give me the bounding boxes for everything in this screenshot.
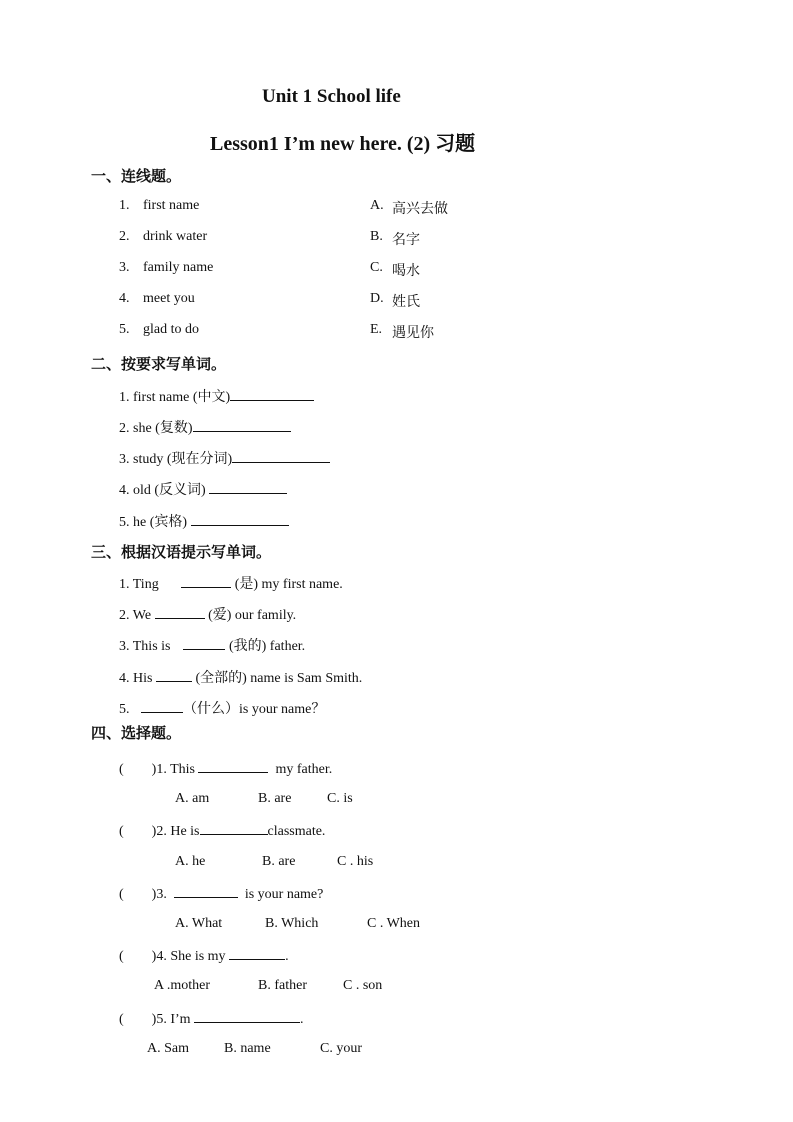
choice-question-5 <box>119 1010 304 1028</box>
option-b[interactable]: B. are <box>262 854 296 869</box>
item-text: 2. We <box>119 608 155 623</box>
option-a[interactable]: A. he <box>175 854 206 869</box>
question-text: 5. I’m <box>156 1012 195 1027</box>
match-left-2 <box>119 229 208 245</box>
match-right-a <box>370 198 448 217</box>
section-4-heading: 四、选择题。 <box>91 724 182 742</box>
item-number: 5. <box>119 322 130 337</box>
choice-question-4 <box>119 947 289 965</box>
question-text: . <box>285 949 289 964</box>
match-right-b <box>370 229 420 248</box>
answer-blank[interactable] <box>198 760 268 773</box>
hint-item-3 <box>119 635 305 655</box>
match-right-e <box>370 322 434 341</box>
option-a[interactable]: A. Sam <box>147 1041 189 1056</box>
item-text: meet you <box>143 291 195 306</box>
question-text: 3. <box>156 887 174 902</box>
answer-blank[interactable] <box>141 700 183 713</box>
match-left-4 <box>119 291 195 307</box>
item-text: glad to do <box>143 322 199 337</box>
item-number: 4. <box>119 291 130 306</box>
answer-blank[interactable] <box>200 822 268 835</box>
option-text: 姓氏 <box>392 295 420 310</box>
match-right-c <box>370 260 420 279</box>
item-text: 3. This is <box>119 639 178 654</box>
section-2-heading: 二、按要求写单词。 <box>91 355 227 373</box>
item-text: 4. His <box>119 671 156 686</box>
section-3-heading: 三、根据汉语提示写单词。 <box>91 543 272 561</box>
item-number: 3. <box>119 260 130 275</box>
item-text: (爱) our family. <box>204 608 297 623</box>
item-text: drink water <box>143 229 208 244</box>
answer-paren[interactable]: ( ) <box>119 824 157 839</box>
match-left-5 <box>119 322 199 338</box>
item-text: （什么）is your name？ <box>183 702 326 717</box>
option-letter: D. <box>370 291 384 306</box>
option-a[interactable]: A. What <box>175 916 223 931</box>
answer-paren[interactable]: ( ) <box>119 1012 157 1027</box>
write-item-3 <box>119 448 330 468</box>
choice-question-3 <box>119 885 323 903</box>
question-text: is your name? <box>237 887 324 902</box>
choice-question-1 <box>119 760 332 778</box>
hint-item-1 <box>119 573 343 593</box>
answer-paren[interactable]: ( ) <box>119 887 157 902</box>
match-right-d <box>370 291 420 310</box>
item-number: 1. <box>119 198 130 213</box>
question-text: 2. He is <box>156 824 200 839</box>
lesson-subtitle: Lesson1 I’m new here. (2) 习题 <box>210 133 476 155</box>
answer-blank[interactable] <box>174 885 238 898</box>
item-number: 2. <box>119 229 130 244</box>
answer-blank[interactable] <box>191 513 289 526</box>
option-b[interactable]: B. Which <box>265 916 319 931</box>
option-text: 喝水 <box>392 264 420 279</box>
option-c[interactable]: C . When <box>367 916 421 931</box>
hint-item-5 <box>119 698 325 718</box>
answer-blank[interactable] <box>230 388 314 401</box>
item-text: (我的) father. <box>225 639 306 654</box>
question-text: classmate. <box>267 824 326 839</box>
answer-blank[interactable] <box>229 947 285 960</box>
item-text: 1. first name (中文) <box>119 390 231 405</box>
hint-item-2 <box>119 604 296 624</box>
item-text: 1. Ting <box>119 577 170 592</box>
question-text: 1. This <box>156 762 199 777</box>
answer-blank[interactable] <box>181 575 231 588</box>
option-c[interactable]: C . his <box>337 854 374 869</box>
item-text: (全部的) name is Sam Smith. <box>191 671 363 686</box>
answer-paren[interactable]: ( ) <box>119 762 157 777</box>
option-text: 名字 <box>392 233 420 248</box>
section-1-heading: 一、连线题。 <box>91 167 182 185</box>
option-b[interactable]: B. are <box>258 791 292 806</box>
write-item-1 <box>119 386 314 406</box>
item-text: family name <box>143 260 214 275</box>
option-letter: B. <box>370 229 383 244</box>
item-text: 5. <box>119 702 133 717</box>
match-left-3 <box>119 260 214 276</box>
write-item-5 <box>119 511 289 531</box>
option-text: 遇见你 <box>392 326 434 341</box>
option-a[interactable]: A. am <box>175 791 210 806</box>
question-text: my father. <box>268 762 333 777</box>
option-text: 高兴去做 <box>392 202 448 217</box>
option-letter: A. <box>370 198 384 213</box>
item-text: 3. study (现在分词) <box>119 452 233 467</box>
answer-blank[interactable] <box>155 606 205 619</box>
choice-question-2 <box>119 822 325 840</box>
answer-blank[interactable] <box>232 450 330 463</box>
item-text: 4. old (反义词) <box>119 483 210 498</box>
item-text: first name <box>143 198 200 213</box>
option-letter: E. <box>370 322 383 337</box>
option-b[interactable]: B. father <box>258 978 307 993</box>
answer-blank[interactable] <box>156 669 192 682</box>
answer-blank[interactable] <box>183 637 225 650</box>
question-text: 4. She is my <box>156 949 230 964</box>
option-c[interactable]: C. is <box>327 791 353 806</box>
page-title: Unit 1 School life <box>262 86 401 107</box>
answer-blank[interactable] <box>193 419 291 432</box>
match-left-1 <box>119 198 200 214</box>
question-text: . <box>300 1012 304 1027</box>
option-letter: C. <box>370 260 383 275</box>
answer-blank[interactable] <box>194 1010 300 1023</box>
answer-paren[interactable]: ( ) <box>119 949 157 964</box>
write-item-4 <box>119 479 287 499</box>
option-b[interactable]: B. name <box>224 1041 271 1056</box>
answer-blank[interactable] <box>209 481 287 494</box>
option-a[interactable]: A .mother <box>154 978 210 993</box>
item-text: (是) my first name. <box>231 577 343 592</box>
option-c[interactable]: C. your <box>320 1041 362 1056</box>
item-text: 2. she (复数) <box>119 421 193 436</box>
write-item-2 <box>119 417 291 437</box>
option-c[interactable]: C . son <box>343 978 383 993</box>
hint-item-4 <box>119 667 362 687</box>
item-text: 5. he (宾格) <box>119 515 191 530</box>
